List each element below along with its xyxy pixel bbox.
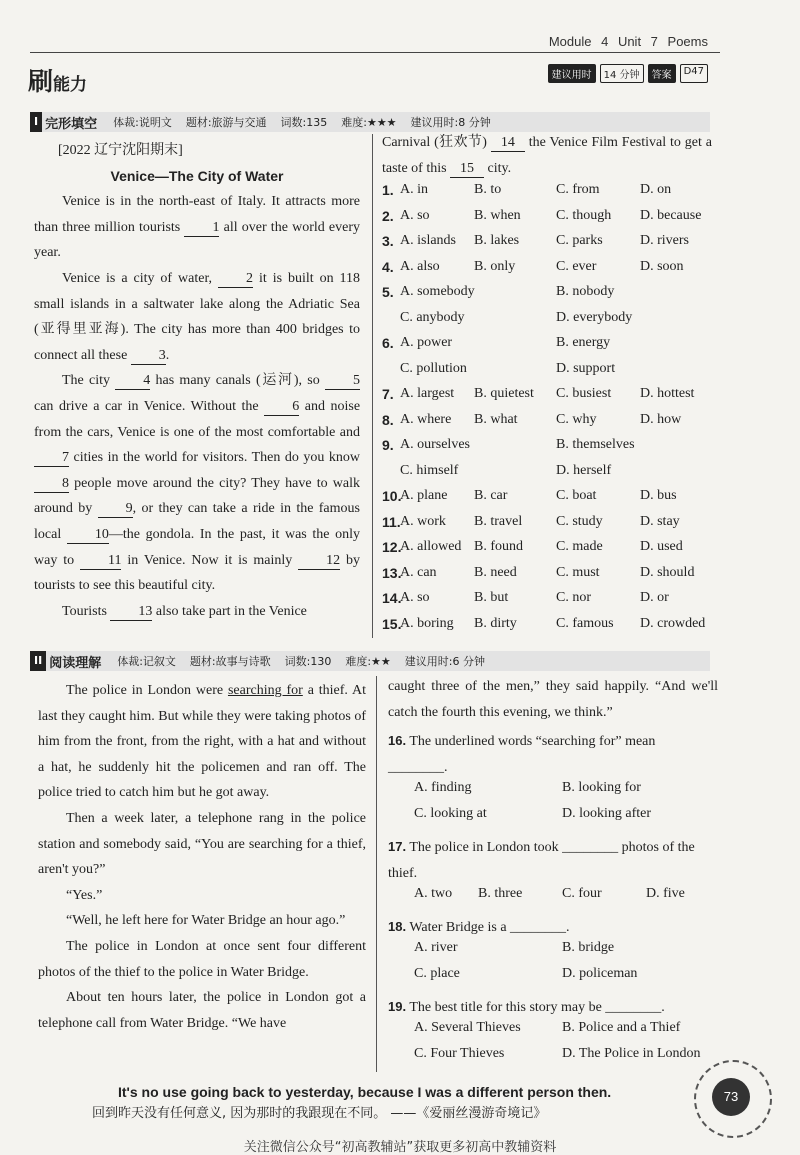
cloze-option[interactable]: C. parks: [556, 233, 603, 248]
blank-4: 4: [115, 372, 150, 390]
text: people move around the city? They have to walk around by: [34, 475, 361, 517]
cloze-option-number: 5.: [382, 284, 394, 300]
blank-13: 13: [110, 603, 152, 621]
text: , or they can take a ride in the famous local: [34, 501, 360, 542]
cloze-option[interactable]: D. bus: [640, 488, 677, 503]
answer-option[interactable]: B. Police and a Thief: [562, 1020, 681, 1035]
cloze-option[interactable]: D. herself: [556, 462, 612, 478]
cloze-option[interactable]: A. also: [400, 258, 440, 274]
cloze-option[interactable]: A. so: [400, 207, 430, 223]
section2-difficulty: 难度:★★: [345, 655, 391, 668]
reading-para-7: caught three of the men,” they said happily. “And we'll catch the fourth this evening, we think.”: [388, 679, 718, 720]
cloze-option[interactable]: D. support: [556, 360, 616, 376]
section2-genre: 体裁:记叙文: [117, 655, 176, 668]
section1-difficulty: 难度:★★★: [341, 116, 397, 129]
cloze-option[interactable]: D. everybody: [556, 309, 633, 325]
cloze-option[interactable]: A. in: [400, 182, 428, 197]
cloze-option[interactable]: B. energy: [556, 335, 611, 350]
answer-label-tag: 答案: [648, 64, 676, 83]
cloze-passage: [34, 138, 360, 624]
cloze-option[interactable]: C. anybody: [400, 309, 465, 325]
text: can drive a car in Venice. Without the: [34, 398, 259, 414]
answer-option[interactable]: A. finding: [414, 780, 472, 795]
cloze-option[interactable]: B. but: [474, 590, 509, 605]
cloze-option[interactable]: C. nor: [556, 590, 591, 605]
section1-time: 建议用时:8 分钟: [410, 116, 491, 129]
cloze-option[interactable]: D. soon: [640, 258, 684, 274]
time-tags: [548, 64, 708, 83]
text: —the gondola. In the past, it was the only way to: [34, 526, 360, 568]
cloze-option[interactable]: C. himself: [400, 462, 459, 478]
cloze-option[interactable]: A. boring: [400, 615, 454, 631]
cloze-option-number: 4.: [382, 258, 394, 275]
source-tag: [2022 辽宁沈阳期末]: [58, 143, 183, 158]
blank-11: 11: [80, 552, 121, 570]
cloze-para-2: Venice is a city of water, 2 it is built on 118 small islands in a saltwater lake along the Adriatic Sea (亚得里亚海). The city has more than 400 bridges to connect all these 3.: [34, 270, 361, 363]
cloze-option[interactable]: A. work: [400, 513, 446, 529]
cloze-option[interactable]: C. though: [556, 207, 612, 223]
cloze-option-number: 11.: [382, 513, 401, 530]
time-label-tag: 建议用时: [548, 64, 596, 83]
answer-option[interactable]: A. river: [414, 940, 458, 955]
section1-bar: [30, 112, 710, 132]
cloze-option[interactable]: D. how: [640, 411, 682, 427]
cloze-option-number: 1.: [382, 182, 394, 198]
blank-12: 12: [298, 552, 340, 570]
section1-roman: I: [30, 112, 42, 132]
text: and noise from the cars, Venice is one of the most comfortable and: [34, 398, 361, 440]
cloze-option-number: 13.: [382, 564, 402, 581]
text: has many canals (运河), so: [155, 373, 320, 389]
text: Tourists: [62, 603, 107, 619]
footer-quote-cn: 回到昨天没有任何意义, 因为那时的我跟现在不同。 ——《爱丽丝漫游奇境记》: [92, 1106, 547, 1121]
cloze-option[interactable]: D. should: [640, 564, 695, 580]
cloze-option[interactable]: D. crowded: [640, 615, 706, 631]
section2-time: 建议用时:6 分钟: [404, 655, 485, 668]
cloze-option[interactable]: B. car: [474, 488, 508, 503]
cloze-option[interactable]: D. on: [640, 182, 672, 197]
answer-option[interactable]: D. five: [646, 886, 685, 901]
cloze-option-number: 9.: [382, 437, 394, 453]
question-text: The police in London took ________ photos of the thief.: [388, 840, 695, 881]
cloze-option[interactable]: C. famous: [556, 615, 614, 631]
cloze-option[interactable]: C. busiest: [556, 386, 612, 401]
text: it is built on 118 small islands in a saltwater lake along the Adriatic Sea (亚得里亚海). The city has more than 400 bridges to connect all these: [34, 270, 361, 363]
text: Venice is in the north-east of Italy. It attracts more than three million tourists: [34, 194, 360, 235]
blank-15: 15: [450, 160, 484, 178]
question-stem: [388, 728, 718, 781]
cloze-option[interactable]: B. what: [474, 411, 518, 427]
answer-option[interactable]: C. place: [414, 966, 460, 981]
answer-option[interactable]: D. policeman: [562, 966, 638, 981]
brand-logo: [28, 62, 87, 98]
reading-continuation: [388, 674, 718, 725]
module-label: Module 4: [548, 34, 609, 49]
cloze-option[interactable]: B. dirty: [474, 615, 517, 631]
answer-page-tag: D47: [680, 64, 708, 83]
question-text: The best title for this story may be ________.: [406, 1000, 665, 1015]
cloze-option[interactable]: B. travel: [474, 513, 523, 529]
text: a thief. At last they caught him. But while they were taking photos of him from the front, from the right, with a hat and without a hat, he suddenly hit the policemen and ran off. The police tried to catch him but he got away.: [38, 683, 367, 801]
question-stem: [388, 914, 718, 941]
cloze-option[interactable]: C. boat: [556, 488, 597, 503]
cloze-option-number: 3.: [382, 233, 394, 249]
section1-genre: 体裁:说明文: [113, 116, 172, 129]
blank-10: 10: [67, 526, 109, 544]
cloze-option[interactable]: D. stay: [640, 513, 680, 529]
blank-5: 5: [325, 372, 360, 390]
cloze-option[interactable]: B. lakes: [474, 233, 520, 248]
answer-option[interactable]: C. looking at: [414, 806, 487, 821]
cloze-option[interactable]: D. used: [640, 539, 683, 554]
answer-option[interactable]: C. four: [562, 886, 602, 901]
topic-label: Poems: [667, 34, 708, 49]
cloze-option-number: 14.: [382, 590, 402, 606]
cloze-option[interactable]: B. need: [474, 564, 517, 580]
footer-ad: 关注微信公众号“初高教辅站”获取更多初高中教辅资料: [243, 1140, 557, 1155]
cloze-option[interactable]: D. or: [640, 590, 669, 605]
cloze-option[interactable]: C. must: [556, 564, 600, 580]
answer-option[interactable]: A. Several Thieves: [414, 1020, 521, 1035]
footer-quote-en: It's no use going back to yesterday, because I was a different person then.: [118, 1084, 612, 1100]
text: city.: [487, 160, 512, 176]
answer-option[interactable]: B. three: [478, 886, 523, 901]
cloze-option[interactable]: C. made: [556, 539, 603, 554]
cloze-option[interactable]: B. only: [474, 258, 516, 274]
unit-label: Unit 7: [617, 34, 658, 49]
cloze-option[interactable]: A. ourselves: [400, 437, 470, 452]
answer-option[interactable]: C. Four Thieves: [414, 1046, 505, 1061]
cloze-option[interactable]: C. from: [556, 182, 600, 197]
cloze-option[interactable]: A. can: [400, 564, 437, 580]
header-rule: [30, 52, 720, 53]
reading-para-4: “Well, he left here for Water Bridge an hour ago.”: [66, 913, 346, 929]
blank-9: 9: [98, 500, 133, 518]
reading-para-1: [38, 678, 366, 806]
cloze-option[interactable]: B. found: [474, 539, 523, 554]
question-text: Water Bridge is a ________.: [406, 920, 570, 935]
section2-theme: 题材:故事与诗歌: [189, 655, 271, 668]
blank-1: 1: [184, 219, 219, 237]
answer-option[interactable]: D. looking after: [562, 806, 652, 821]
text: The police in London were: [66, 683, 224, 698]
cloze-option[interactable]: A. allowed: [400, 539, 462, 554]
reading-para-3: “Yes.”: [66, 887, 103, 903]
cloze-option[interactable]: A. islands: [400, 233, 456, 248]
cloze-option-number: 7.: [382, 386, 394, 402]
brand-char: 刷: [28, 67, 54, 96]
section2-words: 词数:130: [284, 655, 332, 668]
blank-14: 14: [491, 134, 525, 152]
cloze-option[interactable]: B. when: [474, 207, 521, 223]
text: by tourists to see this beautiful city.: [34, 552, 361, 594]
cloze-option[interactable]: A. somebody: [400, 284, 475, 299]
blank-2: 2: [218, 270, 253, 288]
cloze-option[interactable]: D. because: [640, 207, 702, 223]
reading-para-2: Then a week later, a telephone rang in the police station and somebody said, “You are searching for a thief, aren't you?”: [38, 810, 366, 878]
text: cities in the world for visitors. Then do you know: [73, 450, 361, 466]
cloze-option[interactable]: B. nobody: [556, 284, 615, 299]
answer-option[interactable]: B. looking for: [562, 780, 641, 795]
cloze-option[interactable]: A. largest: [400, 386, 455, 401]
cloze-option[interactable]: A. plane: [400, 488, 448, 503]
cloze-option[interactable]: B. themselves: [556, 437, 635, 452]
answer-option[interactable]: A. two: [414, 886, 453, 901]
blank-6: 6: [264, 398, 299, 416]
cloze-option[interactable]: C. ever: [556, 258, 597, 274]
question-number: 19.: [388, 999, 407, 1014]
cloze-option-number: 15.: [382, 615, 402, 632]
cloze-option[interactable]: B. to: [474, 182, 502, 197]
reading-para-5: The police in London at once sent four different photos of the thief to the police in Water Bridge.: [38, 938, 366, 980]
answer-option[interactable]: B. bridge: [562, 940, 615, 955]
text: Carnival (狂欢节): [382, 135, 491, 150]
text: The city: [62, 373, 111, 389]
cloze-option[interactable]: C. pollution: [400, 360, 467, 376]
cloze-option-number: 2.: [382, 207, 394, 224]
cloze-option-number: 8.: [382, 411, 394, 428]
brand-label: 能力: [53, 75, 88, 95]
cloze-option-number: 12.: [382, 539, 402, 555]
cloze-option[interactable]: A. power: [400, 335, 453, 350]
column-divider: [372, 134, 373, 638]
cloze-option[interactable]: D. hottest: [640, 386, 695, 401]
question-number: 18.: [388, 919, 407, 934]
section2-roman: II: [30, 651, 46, 671]
text: all over the world every year.: [34, 219, 361, 261]
cloze-para-1: [34, 189, 360, 266]
text: also take part in the Venice: [155, 603, 307, 619]
reading-para-6: About ten hours later, the police in London got a telephone call from Water Bridge. “We have: [38, 990, 366, 1031]
section1-title: 完形填空: [45, 116, 98, 132]
underlined-phrase: searching for: [227, 683, 303, 698]
page-number: 73: [712, 1078, 750, 1116]
cloze-option[interactable]: A. where: [400, 411, 452, 427]
question-stem: [388, 994, 718, 1021]
reading-passage: [38, 678, 366, 1036]
question-number: 16.: [388, 733, 407, 748]
question-number: 17.: [388, 839, 407, 854]
cloze-option-number: 6.: [382, 335, 394, 351]
cloze-option[interactable]: D. rivers: [640, 233, 689, 248]
question-text: The underlined words “searching for” mean ________.: [388, 734, 656, 775]
text: Venice is a city of water,: [62, 270, 213, 286]
section2-title: 阅读理解: [49, 655, 102, 671]
question-stem: [388, 834, 718, 887]
answer-option[interactable]: D. The Police in London: [562, 1046, 701, 1061]
column-divider-2: [376, 676, 377, 1072]
blank-3: 3: [131, 347, 166, 365]
cloze-option[interactable]: A. so: [400, 590, 430, 605]
section2-bar: [30, 651, 710, 671]
text: the Venice Film Festival to get a taste of this: [382, 135, 713, 176]
passage-title: Venice—The City of Water: [110, 167, 284, 184]
cloze-option-number: 10.: [382, 488, 402, 504]
cloze-option[interactable]: C. why: [556, 411, 597, 427]
running-header: [549, 34, 708, 49]
cloze-para-4: [34, 599, 360, 625]
blank-7: 7: [34, 449, 69, 467]
cloze-para-3: [34, 368, 360, 598]
section1-theme: 题材:旅游与交通: [185, 116, 267, 129]
cloze-continuation-overlay: [382, 130, 712, 156]
cloze-option[interactable]: B. quietest: [474, 386, 534, 401]
time-value-tag: 14 分钟: [600, 64, 644, 83]
cloze-option[interactable]: C. study: [556, 513, 603, 529]
blank-8: 8: [34, 475, 69, 493]
section1-words: 词数:135: [280, 116, 328, 129]
text: in Venice. Now it is mainly: [127, 552, 293, 568]
